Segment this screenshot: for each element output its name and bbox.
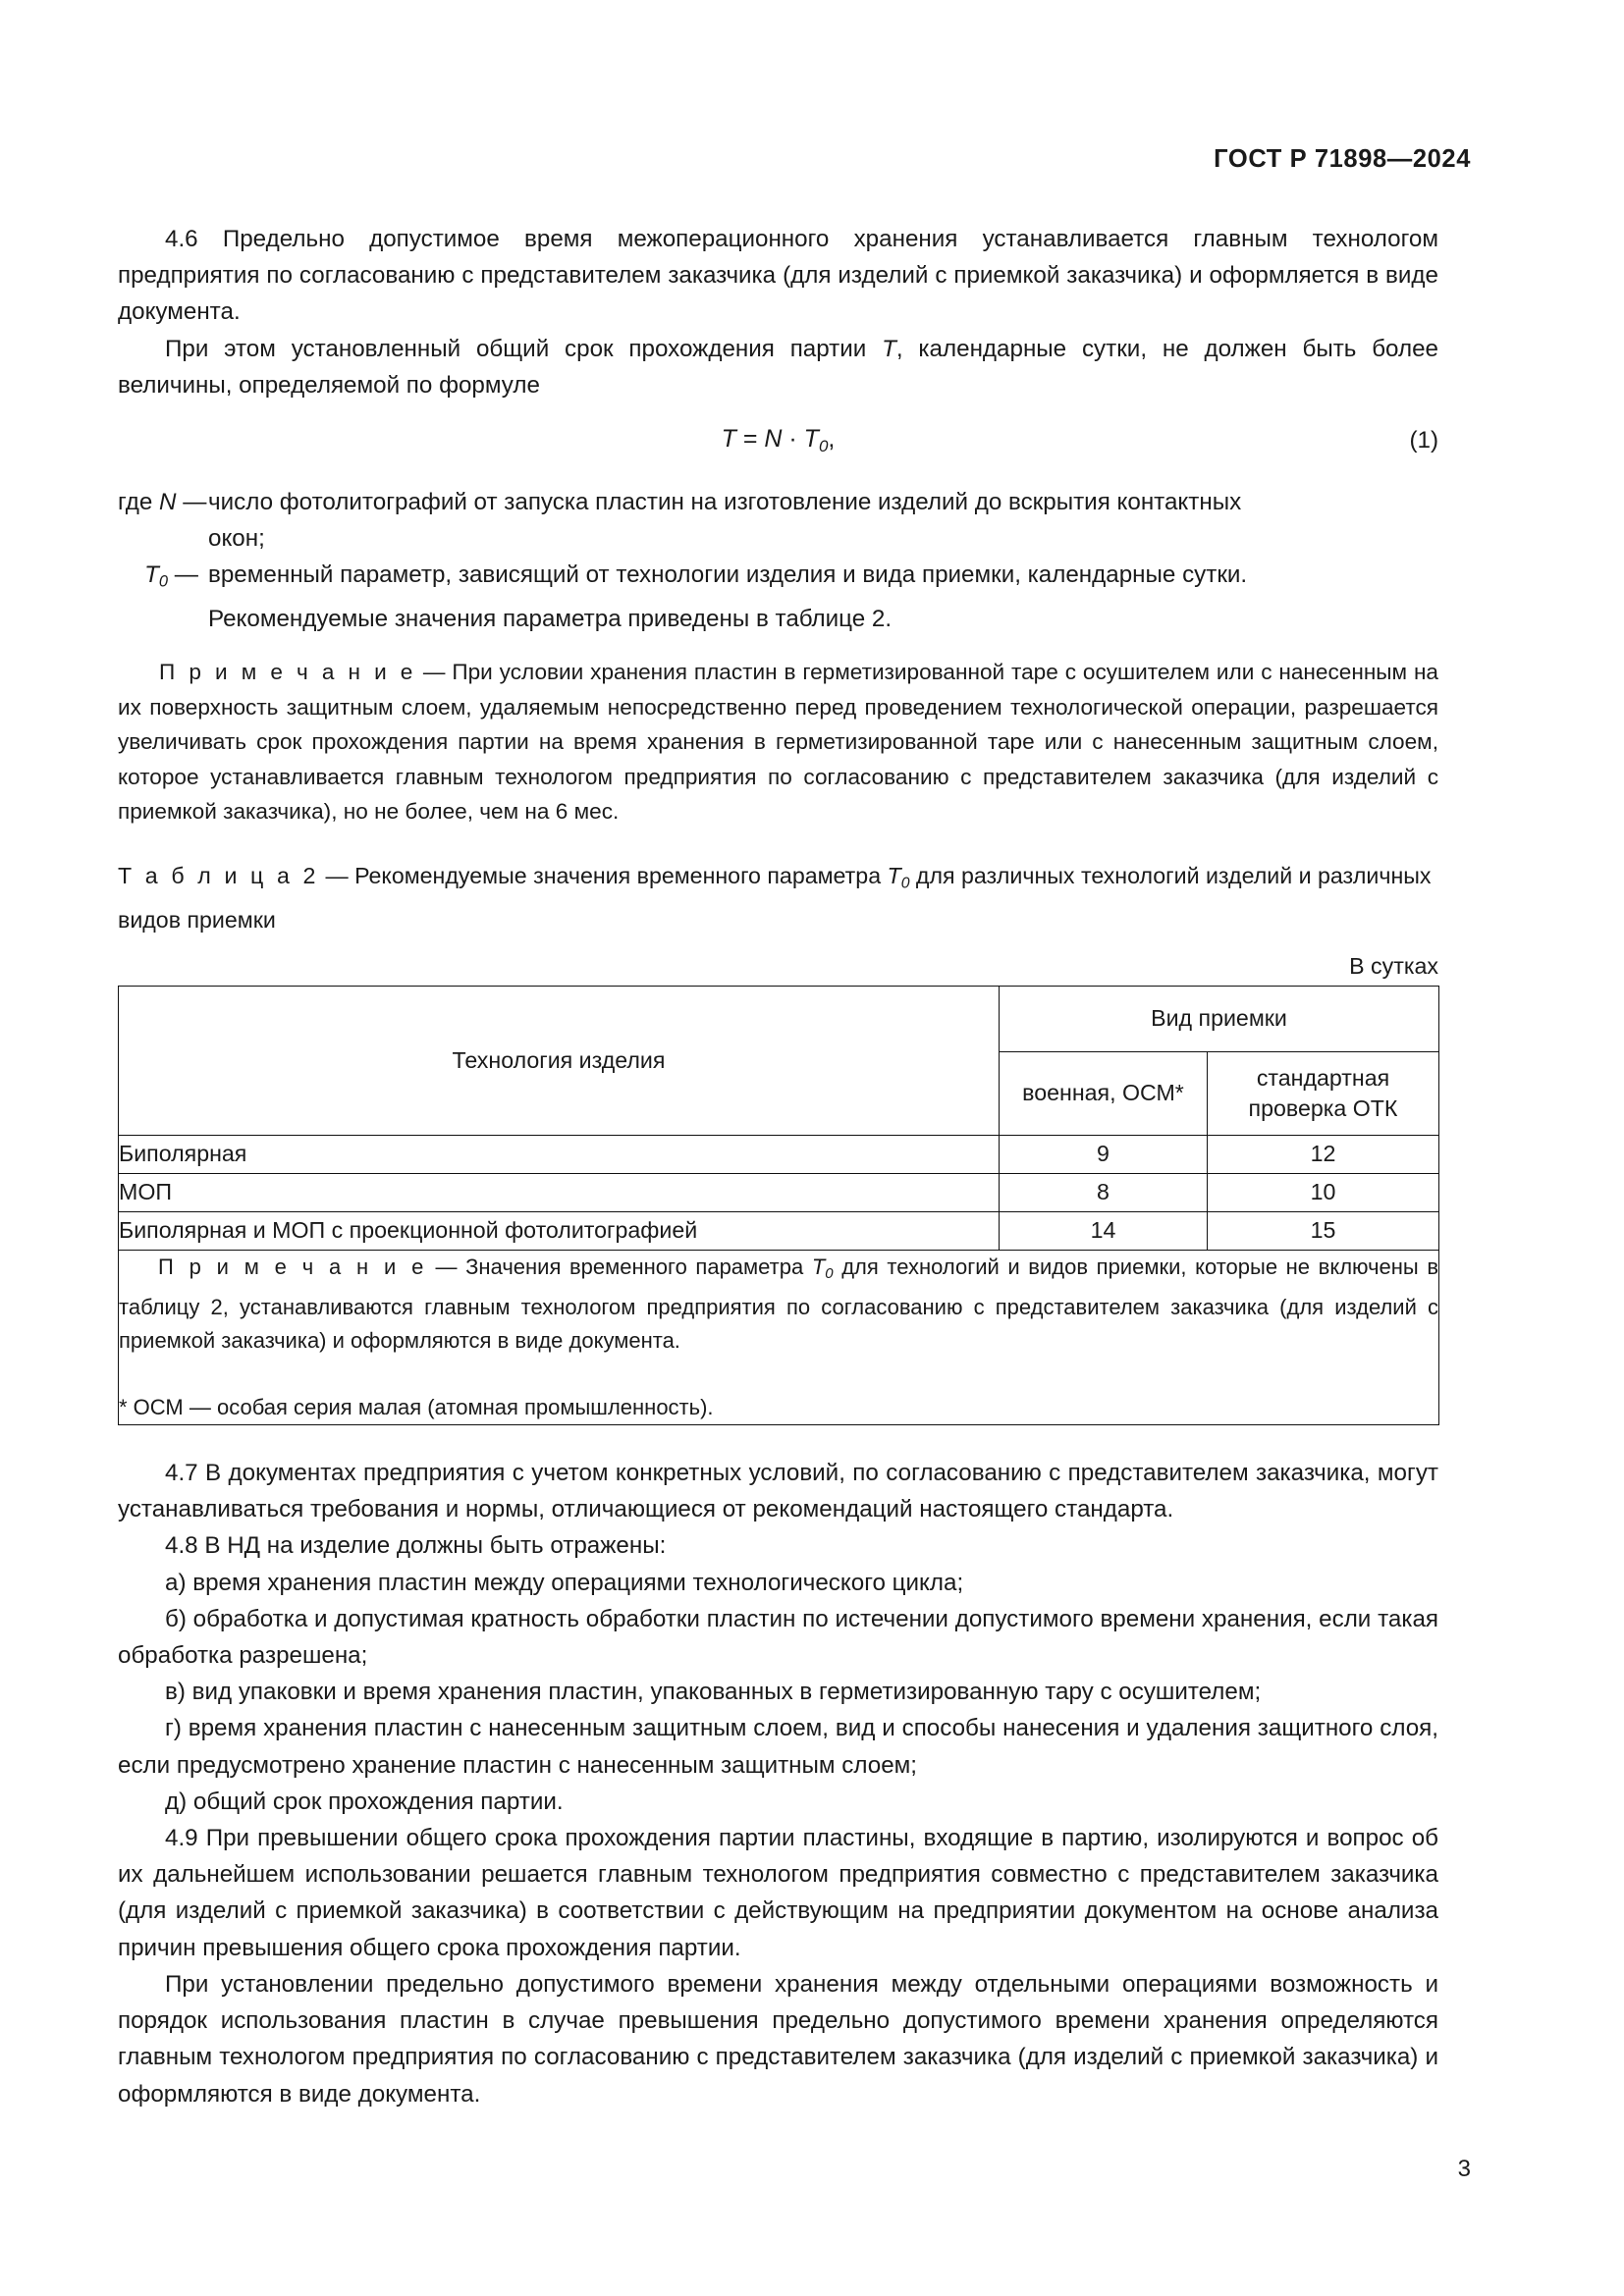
dash-T0: — xyxy=(168,561,198,589)
definition-N-spacer xyxy=(118,520,208,557)
paragraph-4-9-continuation: При установлении предельно допустимого времени хранения между отдельными операциями возможность и порядок использования пластин в случае превышения предельно допустимого времени хранения определяются главным технологом предприятия по согласованию с представителем заказчика (для изделий с приемкой заказчика) и оформляются в виде документа. xyxy=(118,1970,1438,2108)
paragraph-4-8: 4.8 В НД на изделие должны быть отражены: xyxy=(165,1532,667,1560)
note-dash: — xyxy=(415,660,453,685)
document-body xyxy=(118,221,1438,2112)
page-number: 3 xyxy=(1457,2156,1471,2182)
formula-multiply: · xyxy=(782,425,804,454)
table-header-standard xyxy=(1208,1051,1439,1135)
standard-number-header: ГОСТ Р 71898—2024 xyxy=(1214,145,1471,173)
table-header-standard-line2: проверка ОТК xyxy=(1248,1095,1398,1121)
formula-T0-subscript: 0 xyxy=(818,436,829,455)
formula-equals: = xyxy=(735,425,765,454)
note-label: П р и м е ч а н и е xyxy=(159,660,416,685)
list-item-d: д) общий срок прохождения партии. xyxy=(165,1788,564,1815)
formula-T0-base: T xyxy=(803,425,819,454)
table-cell-technology: Биполярная xyxy=(119,1135,1000,1173)
table-row xyxy=(119,1173,1439,1211)
table-star-footnote: * ОСМ — особая серия малая (атомная промышленность). xyxy=(119,1395,714,1420)
p46b-text-after: , календарные сутки, не должен быть более величины, определяемой по формуле xyxy=(118,335,1438,399)
definition-T0-symbol xyxy=(118,557,208,601)
list-item-v: в) вид упаковки и время хранения пластин, упакованных в герметизированную тару с осушителем; xyxy=(165,1679,1262,1706)
table-note-dash: — xyxy=(426,1254,466,1279)
table-note-text-1: Значения временного параметра xyxy=(465,1254,812,1279)
formula-1-number: (1) xyxy=(1409,427,1438,454)
symbol-N: N xyxy=(159,489,177,516)
definition-N-cont xyxy=(118,520,1438,557)
table-note-symbol-sub: 0 xyxy=(825,1265,834,1283)
table-note-paragraph xyxy=(119,1251,1438,1358)
list-item-a: а) время хранения пластин между операциями технологического цикла; xyxy=(165,1569,964,1596)
table-caption-symbol-T: T xyxy=(887,863,901,889)
paragraph-4-6: 4.6 Предельно допустимое время межоперационного хранения устанавливается главным технологом предприятия по согласованию с представителем заказчика (для изделий с приемкой заказчика) и оформляется в виде документа. xyxy=(118,226,1438,326)
table-caption-symbol-sub: 0 xyxy=(900,875,910,892)
formula-definitions xyxy=(118,484,1438,637)
definition-N-text: число фотолитографий от запуска пластин на изготовление изделий до вскрытия контактных xyxy=(208,489,1242,516)
table-footnote-row xyxy=(119,1250,1439,1424)
table-note-text-2: для технологий и видов приемки, которые не включены в таблицу 2, устанавливаются главным технологом предприятия по согласованию с представителем заказчика (для изделий с приемкой заказчика) и оформляются в виде документа. xyxy=(119,1254,1439,1354)
table-header-technology: Технология изделия xyxy=(119,986,1000,1135)
formula-N: N xyxy=(764,425,783,454)
table-row xyxy=(119,1135,1439,1173)
definition-N-symbol xyxy=(118,484,208,520)
table-cell-technology: Биполярная и МОП с проекционной фотолитографией xyxy=(119,1211,1000,1250)
paragraph-4-6-formula-intro xyxy=(118,331,1438,403)
table-cell-standard: 12 xyxy=(1208,1135,1439,1173)
definition-N-text-cont: окон; xyxy=(208,525,265,553)
list-item-b: б) обработка и допустимая кратность обработки пластин по истечении допустимого времени хранения, если такая обработка разрешена; xyxy=(118,1605,1438,1670)
definition-T0-spacer xyxy=(118,601,208,637)
table-header-standard-line1: стандартная xyxy=(1256,1064,1390,1091)
table-note-label: П р и м е ч а н и е xyxy=(158,1254,427,1279)
formula-comma: , xyxy=(828,425,836,454)
table-caption-text-2: для различных технологий изделий и различных видов приемки xyxy=(118,863,1432,933)
table-note-symbol-T: T xyxy=(811,1254,826,1279)
table-header-acceptance-group: Вид приемки xyxy=(1000,986,1439,1051)
note-paragraph xyxy=(118,655,1438,828)
table-2-caption xyxy=(118,858,1438,936)
paragraph-4-9: 4.9 При превышении общего срока прохождения партии пластины, входящие в партию, изолируются и вопрос об их дальнейшем использовании решается главным технологом предприятия совместно с представителем заказчика (для изделий с приемкой заказчика) в соответствии с действующим на предприятии документом на основе анализа причин превышения общего срока прохождения партии. xyxy=(118,1825,1438,1961)
symbol-T0-subscript: 0 xyxy=(158,573,169,592)
dash-N: — xyxy=(176,489,207,516)
symbol-T0-base: T xyxy=(144,561,159,589)
paragraph-4-7: 4.7 В документах предприятия с учетом конкретных условий, по согласованию с представителем заказчика, могут устанавливаться требования и нормы, отличающиеся от рекомендаций настоящего стандарта. xyxy=(118,1460,1438,1523)
table-cell-military: 8 xyxy=(1000,1173,1208,1211)
p46b-text-before: При этом установленный общий срок прохождения партии xyxy=(165,335,883,362)
table-units-label: В сутках xyxy=(1349,952,1438,979)
note-text: При условии хранения пластин в герметизированной таре с осушителем или с нанесенным на их поверхность защитным слоем, удаляемым непосредственно перед проведением технологической операции, разрешается увеличивать срок прохождения партии на время хранения в герметизированной таре или с нанесенным защитным слоем, которое устанавливается главным технологом предприятия по согласованию с представителем заказчика (для изделий с приемкой заказчика), но не более, чем на 6 мес. xyxy=(118,660,1439,825)
definition-T0-text: временный параметр, зависящий от технологии изделия и вида приемки, календарные сутки. xyxy=(208,561,1248,589)
post-table-sections xyxy=(118,1455,1438,2112)
definition-N xyxy=(118,484,1438,520)
symbol-T: T xyxy=(882,335,896,362)
formula-1-expression xyxy=(722,425,836,456)
table-footnotes xyxy=(119,1250,1439,1424)
table-cell-technology: МОП xyxy=(119,1173,1000,1211)
table-cell-military: 9 xyxy=(1000,1135,1208,1173)
table-cell-standard: 15 xyxy=(1208,1211,1439,1250)
table-caption-dash: — xyxy=(319,863,355,889)
definition-T0-cont xyxy=(118,601,1438,637)
formula-T: T xyxy=(721,425,736,454)
table-cell-standard: 10 xyxy=(1208,1173,1439,1211)
definition-T0 xyxy=(118,557,1438,601)
formula-1-row xyxy=(118,425,1438,464)
table-cell-military: 14 xyxy=(1000,1211,1208,1250)
list-item-g: г) время хранения пластин с нанесенным защитным слоем, вид и способы нанесения и удаления защитного слоя, если предусмотрено хранение пластин с нанесенным защитным слоем; xyxy=(118,1715,1438,1779)
table-caption-label: Т а б л и ц а 2 xyxy=(118,863,319,889)
table-caption-text-1: Рекомендуемые значения временного параметра xyxy=(354,863,888,889)
table-2 xyxy=(118,986,1439,1425)
table-row xyxy=(119,1211,1439,1250)
table-header-military: военная, ОСМ* xyxy=(1000,1051,1208,1135)
gde-label: где xyxy=(118,489,160,516)
definition-T0-text-cont: Рекомендуемые значения параметра приведены в таблице 2. xyxy=(208,606,893,633)
table-header-row-1 xyxy=(119,986,1439,1051)
